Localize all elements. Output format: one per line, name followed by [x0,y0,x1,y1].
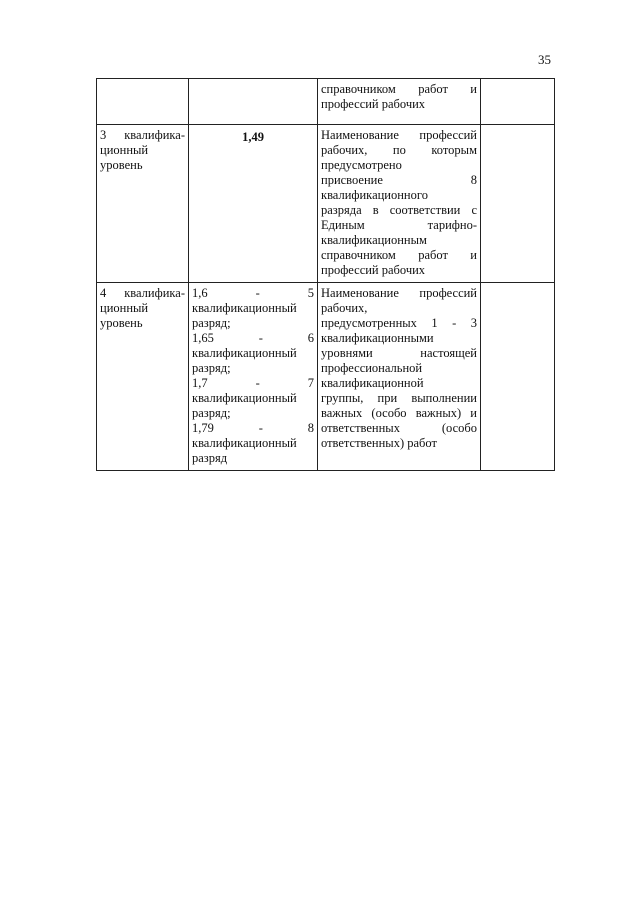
extra-cell [481,79,555,125]
table-row [97,79,555,125]
coefficient-unit: разряд [192,451,228,465]
level-line: 4 квалифика- [100,286,185,300]
description-cell [318,125,481,283]
coefficient-line [192,421,314,436]
coefficient-unit: разряд; [192,406,231,420]
coefficient-unit: разряд; [192,316,231,330]
level-cell [97,125,189,283]
description-line: профессий рабочих [321,97,426,111]
coefficient-dash: - [258,421,263,435]
extra-cell [481,125,555,283]
level-line: уровень [100,316,143,330]
coefficient-rank: 7 [307,376,314,390]
description-line: справочником работ и [321,248,477,262]
description-line: квалификационными [321,331,434,345]
description-line: рабочих, [321,301,368,315]
description-cell [318,79,481,125]
description-line: присвоение 8 [321,173,477,187]
table-row [97,125,555,283]
coefficient-unit: разряд; [192,361,231,375]
coefficient-dash: - [255,376,260,390]
level-cell [97,79,189,125]
description-line: предусмотренных 1 - 3 [321,316,477,330]
coefficient-line [192,286,314,301]
level-cell [97,283,189,471]
coefficient-label: квалификационный [192,436,297,450]
coefficient-label: квалификационный [192,391,297,405]
description-line: разряда в соответствии с [321,203,477,217]
description-line: Единым тарифно- [321,218,477,232]
description-line: квалификационным [321,233,427,247]
description-cell [318,283,481,471]
coefficient-number: 1,65 [192,331,214,345]
extra-cell [481,283,555,471]
description-line: профессиональной [321,361,423,375]
coefficient-rank: 5 [307,286,314,300]
page-number: 35 [538,52,551,67]
description-line: важных (особо важных) и [321,406,477,420]
description-line: группы, при выполнении [321,391,477,405]
coefficient-number: 1,7 [192,376,208,390]
description-line: профессий рабочих [321,263,426,277]
coefficient-dash: - [258,331,263,345]
coefficient-line [192,331,314,346]
level-line: ционный [100,143,149,157]
coefficient-line [192,376,314,391]
coefficient-rank: 6 [307,331,314,345]
coefficient-label: квалификационный [192,301,297,315]
description-line: ответственных (особо [321,421,477,435]
level-line: ционный [100,301,149,315]
coefficient-number: 1,6 [192,286,208,300]
description-line: рабочих, по которым [321,143,477,157]
table-row [97,283,555,471]
description-line: Наименование профессий [321,128,477,142]
description-line: квалификационной [321,376,424,390]
description-line: Наименование профессий [321,286,477,300]
description-line [321,82,477,97]
description-line-text: справочником работ и [321,82,477,96]
coefficient-value: 1,49 [242,130,264,144]
level-line: уровень [100,158,143,172]
coefficient-number: 1,79 [192,421,214,435]
coefficient-cell [189,125,318,283]
coefficient-cell [189,79,318,125]
description-line: уровнями настоящей [321,346,477,360]
coefficient-label: квалификационный [192,346,297,360]
coefficient-cell [189,283,318,471]
coefficient-dash: - [255,286,260,300]
description-line: предусмотрено [321,158,402,172]
coefficient-rank: 8 [307,421,314,435]
qualification-table [96,78,555,471]
level-line: 3 квалифика- [100,128,185,142]
description-line: ответственных) работ [321,436,437,450]
description-line: квалификационного [321,188,428,202]
